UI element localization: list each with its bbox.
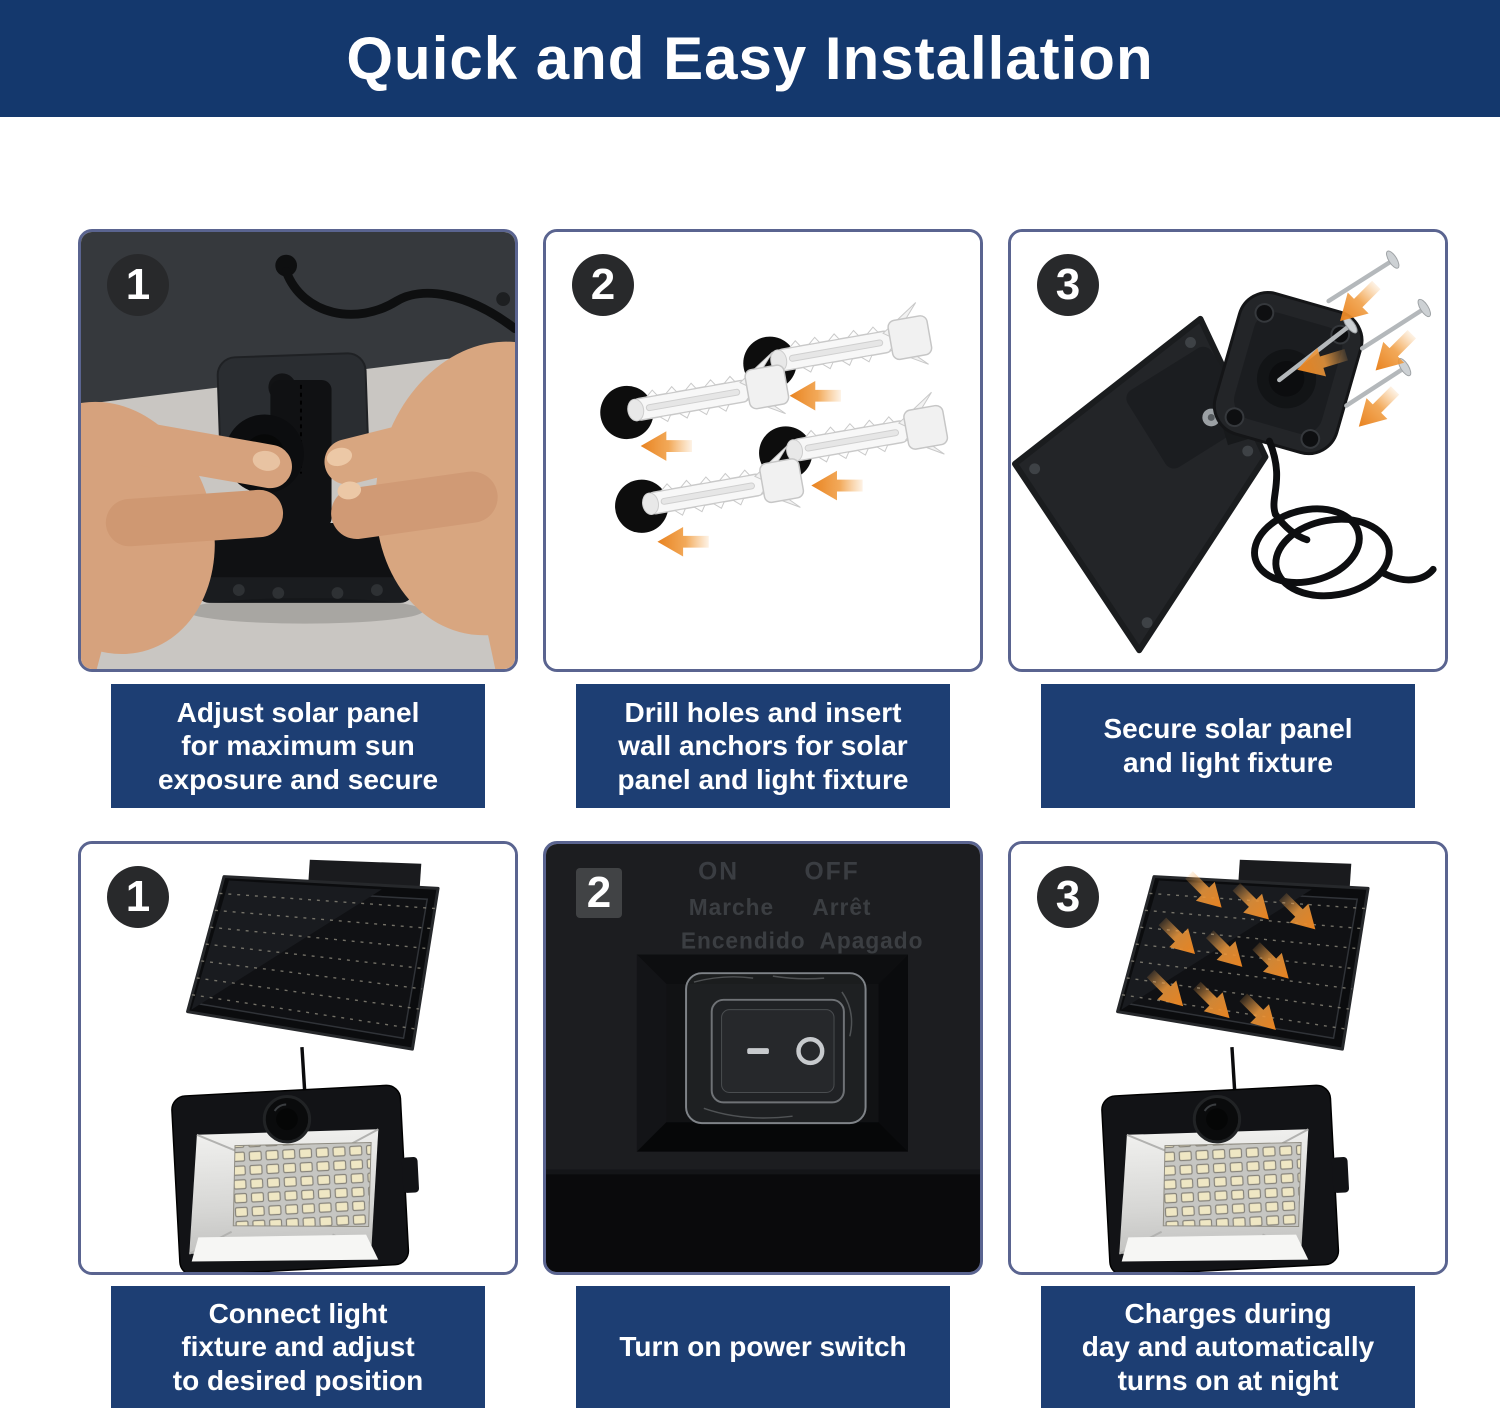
step-number: 2 bbox=[590, 260, 616, 309]
step-number: 1 bbox=[125, 872, 151, 921]
label-on: ON bbox=[698, 858, 740, 886]
caption-step-2 bbox=[576, 684, 950, 808]
label-marche: Marche bbox=[688, 894, 775, 921]
label-arret: Arrêt bbox=[812, 894, 872, 921]
step-number: 1 bbox=[125, 260, 151, 309]
step-number: 3 bbox=[1055, 260, 1081, 309]
label-encendido: Encendido bbox=[680, 927, 806, 954]
label-off: OFF bbox=[804, 858, 860, 886]
step-number: 3 bbox=[1055, 872, 1081, 921]
step-photo-adjust-bracket bbox=[78, 229, 518, 672]
step-number-badge bbox=[1037, 254, 1099, 316]
label-apagado: Apagado bbox=[819, 927, 924, 954]
step-number-badge bbox=[1037, 866, 1099, 928]
caption-line: and light fixture bbox=[1123, 747, 1333, 778]
rocker-switch[interactable] bbox=[686, 973, 866, 1123]
switch-on-mark-icon bbox=[747, 1048, 769, 1054]
page-title: Quick and Easy Installation bbox=[346, 25, 1154, 92]
caption-line: wall anchors for solar bbox=[618, 730, 908, 762]
step-number-badge bbox=[572, 254, 634, 316]
step-photo-wall-anchors bbox=[543, 229, 983, 672]
step-photo-charging bbox=[1008, 841, 1448, 1275]
step-photo-connect-fixture bbox=[78, 841, 518, 1275]
step-number-badge bbox=[576, 868, 622, 918]
caption-step-3 bbox=[1041, 684, 1415, 808]
caption-line: day and automatically bbox=[1081, 1331, 1375, 1363]
caption-line: panel and light fixture bbox=[617, 763, 909, 795]
step-photo-secure-panel bbox=[1008, 229, 1448, 672]
caption-step-1 bbox=[111, 684, 485, 808]
caption-line: exposure and secure bbox=[157, 763, 439, 795]
caption-step-4 bbox=[111, 1286, 485, 1408]
step-number-badge bbox=[107, 254, 169, 316]
caption-line: Connect light bbox=[208, 1297, 388, 1329]
caption-line: turns on at night bbox=[1117, 1364, 1339, 1396]
caption-line: to desired position bbox=[172, 1364, 424, 1396]
caption-line: Secure solar panel bbox=[1103, 713, 1353, 745]
caption-step-5 bbox=[576, 1286, 950, 1408]
caption-line: fixture and adjust bbox=[181, 1331, 415, 1363]
step-photo-power-switch bbox=[543, 841, 983, 1275]
caption-line: Charges during bbox=[1124, 1297, 1332, 1329]
caption-step-6 bbox=[1041, 1286, 1415, 1408]
caption-line: for maximum sun bbox=[181, 730, 415, 762]
title-banner bbox=[0, 0, 1500, 117]
caption-line: Adjust solar panel bbox=[176, 696, 420, 728]
step-number: 2 bbox=[586, 868, 612, 917]
caption-line: Turn on power switch bbox=[619, 1331, 907, 1363]
caption-line: Drill holes and insert bbox=[624, 696, 902, 728]
step-number-badge bbox=[107, 866, 169, 928]
